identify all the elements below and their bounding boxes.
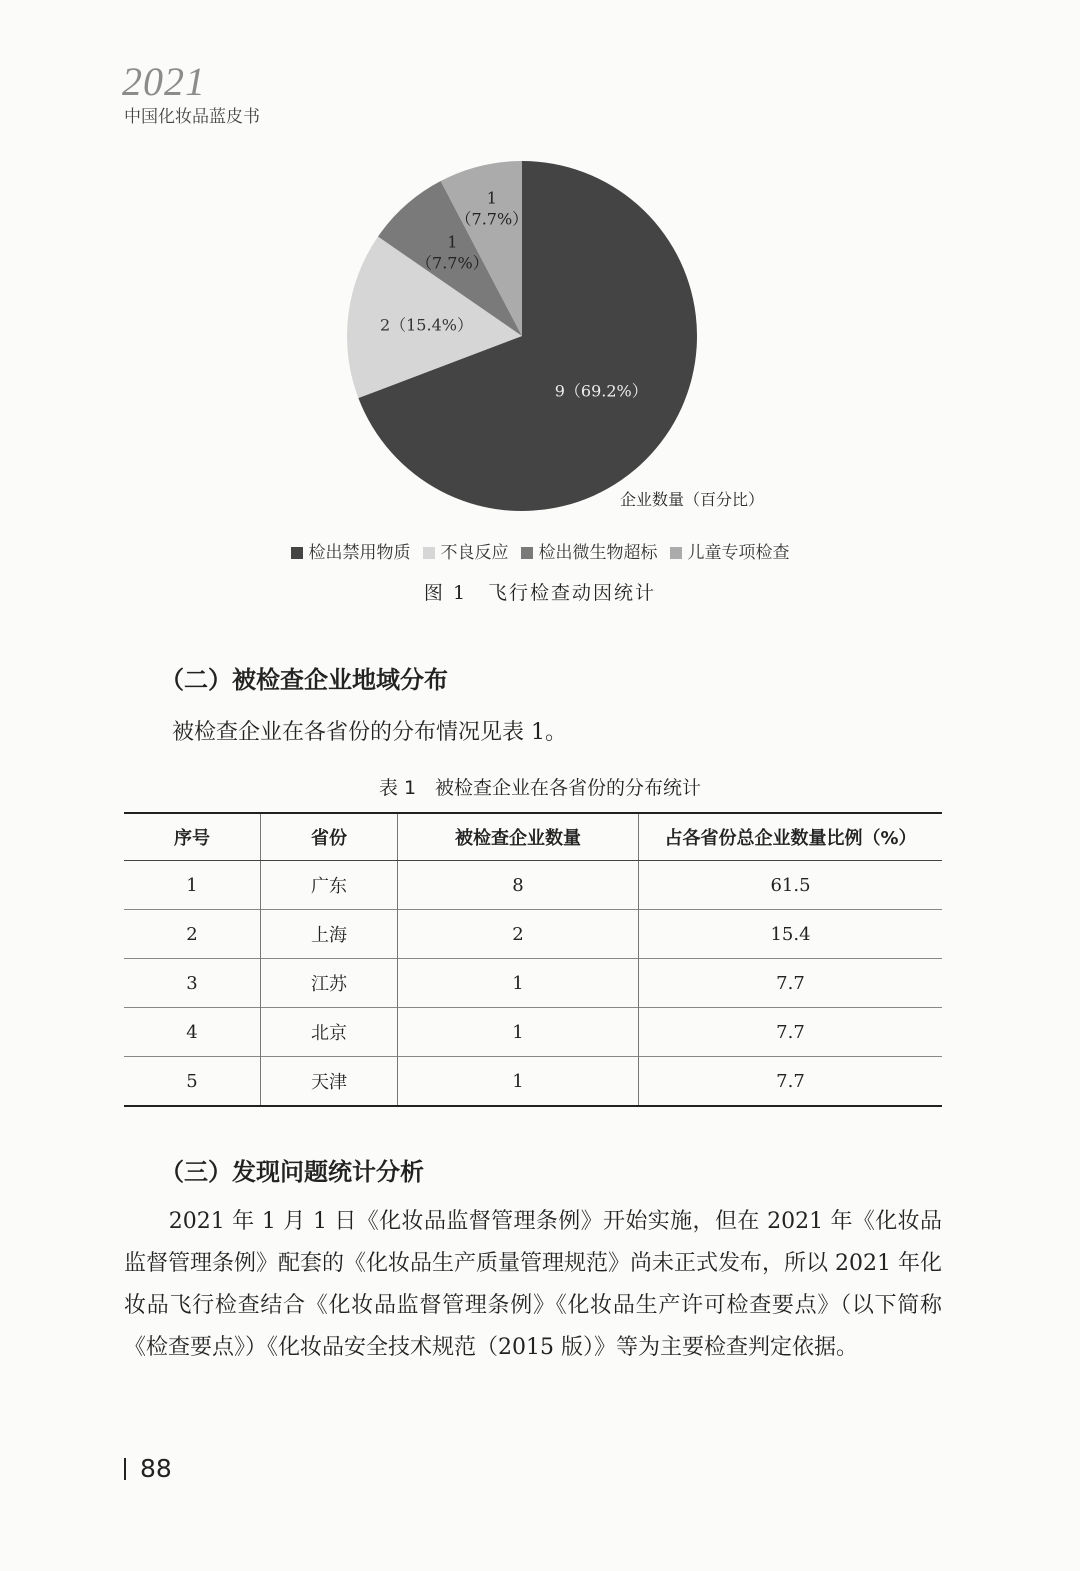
table-caption: 表 1 被检查企业在各省份的分布统计 — [378, 777, 702, 799]
table-cell: 1 — [124, 861, 261, 910]
legend-label: 不良反应 — [440, 543, 509, 563]
table-cell: 5 — [124, 1057, 261, 1107]
table-cell: 1 — [398, 959, 639, 1008]
table-row — [124, 1057, 942, 1107]
table-row — [124, 959, 942, 1008]
legend-swatch — [670, 547, 682, 559]
pie-slice-label: 1 （7.7%） — [416, 232, 489, 273]
table-cell: 广东 — [261, 861, 398, 910]
legend-swatch — [291, 547, 303, 559]
table-cell: 7.7 — [639, 1057, 943, 1107]
section-body: 2021 年 1 月 1 日《化妆品监督管理条例》开始实施，但在 2021 年《化妆品监督管理条例》配套的《化妆品生产质量管理规范》尚未正式发布，所以 2021 年化妆品飞行检查结合《化妆品监督管理条例》《化妆品生产许可检查要点》（以下简称《检查要点》）《化妆品安全技术规范（2015 版）》等为主要检查判定依据。 — [124, 1209, 942, 1360]
table-row — [124, 861, 942, 910]
table-cell: 江苏 — [261, 959, 398, 1008]
table-cell: 2 — [124, 910, 261, 959]
table-row — [124, 910, 942, 959]
page-number — [124, 1454, 172, 1483]
table-cell: 1 — [398, 1057, 639, 1107]
table-header-cell: 省份 — [261, 813, 398, 861]
legend-label: 检出微生物超标 — [538, 543, 658, 563]
table-cell: 15.4 — [639, 910, 943, 959]
table-header-cell: 占各省份总企业数量比例（%） — [639, 813, 943, 861]
page-bar — [124, 1458, 126, 1480]
header-year: 2021 — [122, 59, 206, 104]
legend-label: 检出禁用物质 — [308, 543, 411, 563]
pie-chart — [0, 140, 1080, 530]
table-cell: 8 — [398, 861, 639, 910]
table-cell: 天津 — [261, 1057, 398, 1107]
table-header-cell: 序号 — [124, 813, 261, 861]
table-cell: 2 — [398, 910, 639, 959]
table-cell: 1 — [398, 1008, 639, 1057]
pie-slice-label: 9（69.2%） — [554, 381, 648, 401]
pie-slice-label: 2（15.4%） — [379, 315, 473, 335]
table-header-cell: 被检查企业数量 — [398, 813, 639, 861]
book-title: 中国化妆品蓝皮书 — [124, 107, 260, 127]
distribution-table — [124, 812, 942, 1107]
chart-legend — [0, 538, 1080, 563]
section-heading-2: （二）被检查企业地域分布 — [160, 665, 448, 694]
table-cell: 4 — [124, 1008, 261, 1057]
section-intro: 被检查企业在各省份的分布情况见表 1。 — [172, 720, 567, 745]
legend-swatch — [521, 547, 533, 559]
table-cell: 3 — [124, 959, 261, 1008]
figure-caption: 图 1 飞行检查动因统计 — [423, 582, 657, 604]
table-cell: 7.7 — [639, 959, 943, 1008]
legend-swatch — [423, 547, 435, 559]
legend-item — [291, 538, 411, 563]
legend-label: 儿童专项检查 — [687, 543, 790, 563]
table-cell: 7.7 — [639, 1008, 943, 1057]
legend-item — [423, 538, 509, 563]
table-cell: 上海 — [261, 910, 398, 959]
pie-series-label: 企业数量（百分比） — [620, 490, 765, 509]
table-cell: 61.5 — [639, 861, 943, 910]
table-row — [124, 1008, 942, 1057]
pie-slice-label: 1 （7.7%） — [455, 188, 529, 229]
table-cell: 北京 — [261, 1008, 398, 1057]
page-number-text: 88 — [140, 1454, 172, 1483]
section-heading-3: （三）发现问题统计分析 — [160, 1157, 424, 1186]
legend-item — [670, 538, 790, 563]
legend-item — [521, 538, 658, 563]
